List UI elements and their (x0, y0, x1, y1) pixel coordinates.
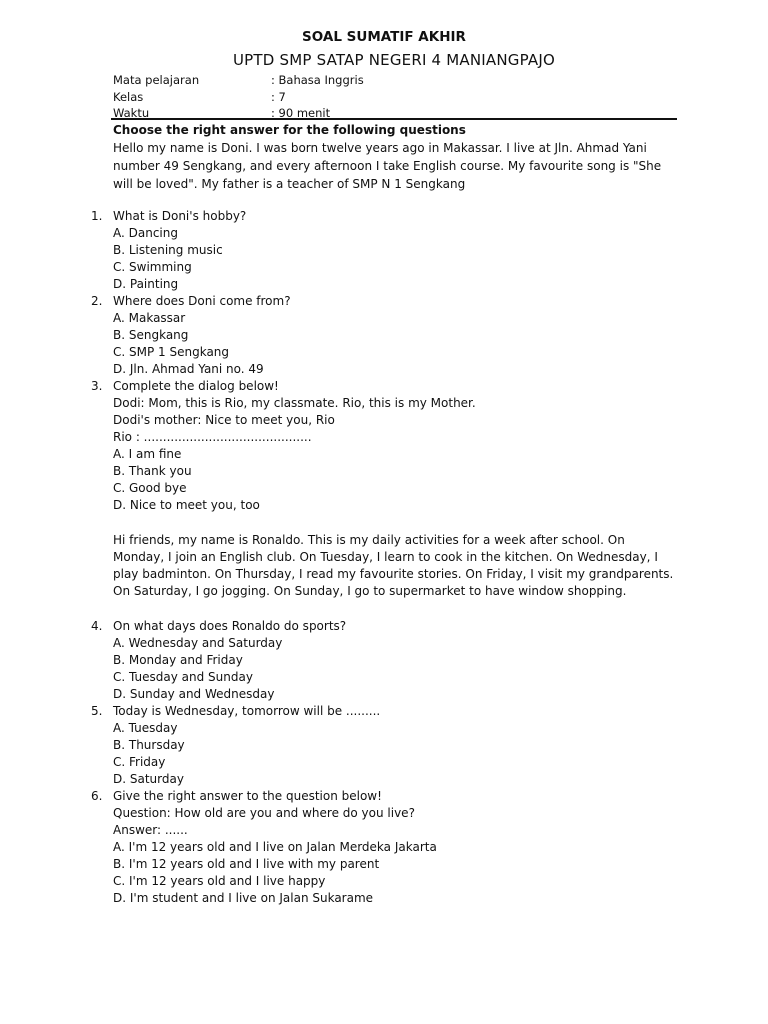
info-value: : Bahasa Inggris (271, 73, 364, 87)
instruction: Choose the right answer for the following questions (113, 123, 466, 137)
question-number: 5. (91, 704, 103, 718)
answer-option: D. Nice to meet you, too (113, 498, 260, 512)
answer-option: B. Thank you (113, 464, 192, 478)
answer-option: B. I'm 12 years old and I live with my parent (113, 857, 380, 871)
answer-option: B. Listening music (113, 243, 223, 257)
question-text: Answer: ...... (113, 823, 188, 837)
question-number: 2. (91, 294, 103, 308)
dialog-line: Dodi: Mom, this is Rio, my classmate. Rio, this is my Mother. (113, 396, 476, 410)
passage-line: Hi friends, my name is Ronaldo. This is my daily activities for a week after school. On (113, 533, 625, 547)
question-text: Where does Doni come from? (113, 294, 291, 308)
answer-option: A. I am fine (113, 447, 182, 461)
answer-option: A. Wednesday and Saturday (113, 636, 283, 650)
answer-option: C. Friday (113, 755, 166, 769)
passage-line: play badminton. On Thursday, I read my favourite stories. On Friday, I visit my grandparents. (113, 567, 674, 581)
answer-option: C. SMP 1 Sengkang (113, 345, 230, 359)
passage-line: Monday, I join an English club. On Tuesday, I learn to cook in the kitchen. On Wednesday, I (113, 550, 658, 564)
question-number: 4. (91, 619, 103, 633)
question-text: What is Doni's hobby? (113, 209, 247, 223)
answer-option: D. Painting (113, 277, 179, 291)
header-divider (111, 118, 677, 120)
exam-title: SOAL SUMATIF AKHIR (302, 29, 466, 45)
answer-option: D. I'm student and I live on Jalan Sukarame (113, 891, 374, 905)
answer-option: A. I'm 12 years old and I live on Jalan Merdeka Jakarta (113, 840, 437, 854)
info-label: Mata pelajaran (113, 73, 200, 87)
passage-line: number 49 Sengkang, and every afternoon I take English course. My favourite song is "She (113, 159, 662, 173)
school-name: UPTD SMP SATAP NEGERI 4 MANIANGPAJO (232, 51, 555, 69)
question-text: Question: How old are you and where do you live? (113, 806, 415, 820)
question-text: Complete the dialog below! (113, 379, 279, 393)
passage-line: will be loved". My father is a teacher of SMP N 1 Sengkang (113, 177, 466, 191)
answer-option: B. Monday and Friday (113, 653, 243, 667)
answer-option: B. Thursday (113, 738, 185, 752)
answer-option: C. I'm 12 years old and I live happy (113, 874, 326, 888)
question-text: Give the right answer to the question below! (113, 789, 382, 803)
answer-option: C. Swimming (113, 260, 192, 274)
reading-passage-1 (113, 139, 683, 193)
reading-passage-2 (113, 532, 683, 600)
info-value: : 90 menit (271, 106, 331, 120)
answer-option: D. Jln. Ahmad Yani no. 49 (113, 362, 264, 376)
question-number: 6. (91, 789, 103, 803)
answer-option: B. Sengkang (113, 328, 189, 342)
dialog-line: Dodi's mother: Nice to meet you, Rio (113, 413, 335, 427)
question-text: Today is Wednesday, tomorrow will be ......... (113, 704, 381, 718)
question-number: 1. (91, 209, 103, 223)
info-label: Waktu (113, 106, 150, 120)
info-value: : 7 (271, 90, 286, 104)
answer-option: D. Saturday (113, 772, 184, 786)
question-number: 3. (91, 379, 103, 393)
answer-option: C. Tuesday and Sunday (113, 670, 253, 684)
answer-option: D. Sunday and Wednesday (113, 687, 275, 701)
answer-option: C. Good bye (113, 481, 187, 495)
answer-option: A. Makassar (113, 311, 186, 325)
answer-option: A. Tuesday (113, 721, 178, 735)
passage-line: Hello my name is Doni. I was born twelve years ago in Makassar. I live at Jln. Ahmad Yani (113, 141, 647, 155)
answer-option: A. Dancing (113, 226, 178, 240)
dialog-line: Rio : ............................................ (113, 430, 312, 444)
passage-line: On Saturday, I go jogging. On Sunday, I go to supermarket to have window shopping. (113, 584, 627, 598)
question-text: On what days does Ronaldo do sports? (113, 619, 347, 633)
info-label: Kelas (113, 90, 144, 104)
